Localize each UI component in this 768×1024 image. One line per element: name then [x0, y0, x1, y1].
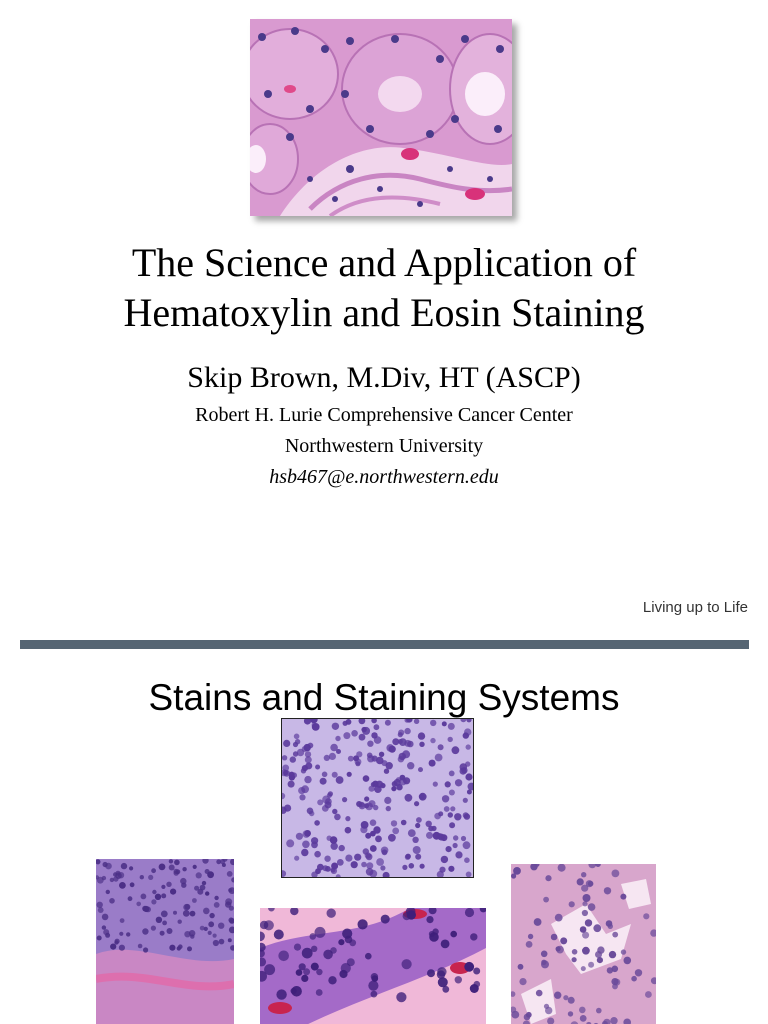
title-line-1: The Science and Application of: [131, 240, 637, 285]
institution-name: Robert H. Lurie Comprehensive Cancer Center: [195, 404, 573, 426]
he-kidney-tissue-image: [250, 19, 512, 216]
glandular-tissue-image: [511, 864, 656, 1024]
author-name: Skip Brown, M.Div, HT (ASCP): [187, 361, 581, 394]
stains-slide: [0, 650, 768, 1024]
university-name: Northwestern University: [284, 435, 484, 457]
lymphoid-tissue-image: [281, 718, 474, 878]
author-email: hsb467@e.northwestern.edu: [269, 466, 499, 488]
slide-title: Stains and Staining Systems: [148, 677, 620, 718]
presentation-title: [40, 238, 728, 338]
footer-tagline: Living up to Life: [642, 599, 748, 616]
tissue-section-image-left: [96, 859, 234, 1024]
carcinoma-tissue-image: [260, 908, 486, 1024]
title-line-2: Hematoxylin and Eosin Staining: [123, 290, 645, 335]
slide-divider: [20, 640, 749, 649]
